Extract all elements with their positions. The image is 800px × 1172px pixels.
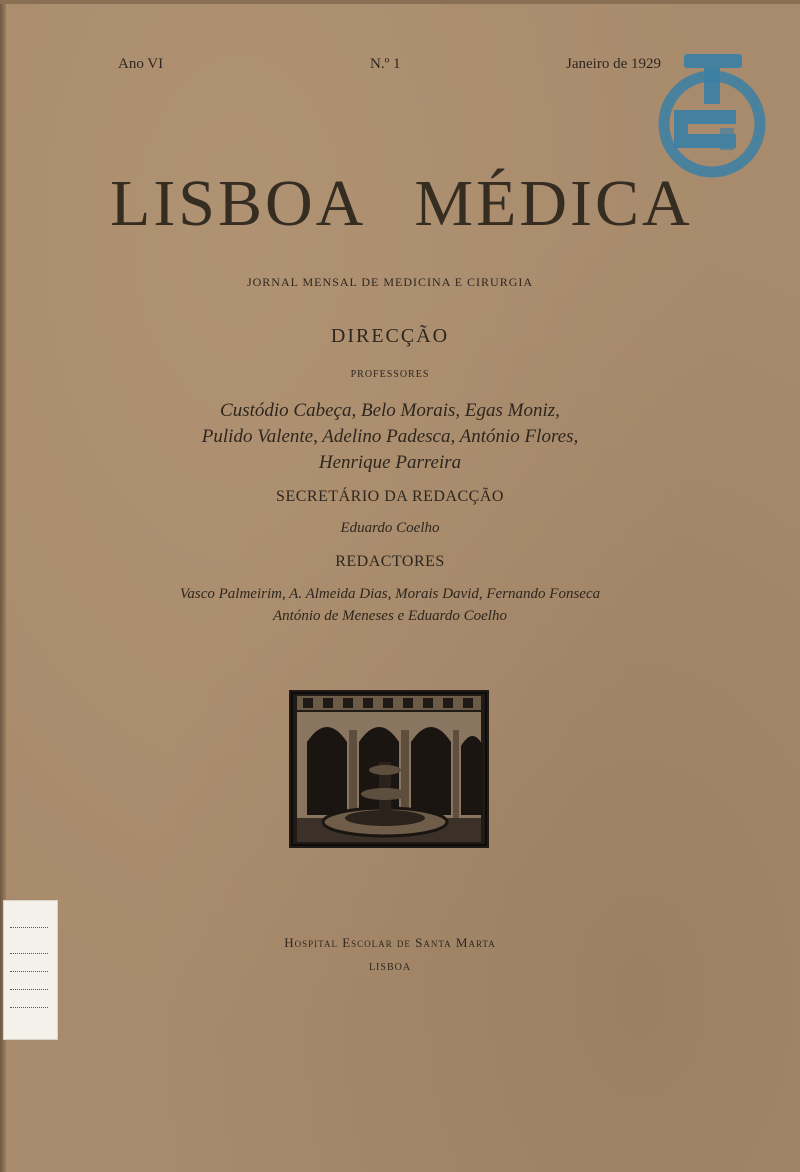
- publisher-city: LISBOA: [368, 962, 412, 973]
- professors-line: Custódio Cabeça, Belo Morais, Egas Moniz,: [220, 400, 560, 421]
- professors-list: [130, 398, 650, 476]
- title-word-lisboa: LISBOA: [110, 167, 367, 240]
- editors-list: [120, 583, 660, 627]
- title-word-medica: MÉDICA: [414, 167, 693, 240]
- journal-title: [110, 164, 693, 244]
- secretary-heading: SECRETÁRIO DA REDACÇÃO: [276, 488, 504, 505]
- editors-line: António de Meneses e Eduardo Coelho: [273, 608, 507, 624]
- editors-heading: REDACTORES: [335, 553, 445, 570]
- issue-number: N.º 1: [370, 56, 401, 72]
- issue-year: Ano VI: [118, 56, 164, 72]
- label-dotted-line: [10, 971, 48, 972]
- direction-heading: DIRECÇÃO: [330, 325, 450, 347]
- label-dotted-line: [10, 927, 48, 928]
- journal-subtitle: JORNAL MENSAL DE MEDICINA E CIRURGIA: [246, 275, 534, 289]
- library-label-sticker: [3, 900, 58, 1040]
- cover-top-edge: [0, 0, 800, 4]
- editors-line: Vasco Palmeirim, A. Almeida Dias, Morais David, Fernando Fonseca: [179, 586, 601, 602]
- professors-line: Henrique Parreira: [318, 452, 462, 473]
- publisher-name: Hospital Escolar de Santa Marta: [284, 935, 496, 950]
- courtyard-woodcut-illustration: [289, 690, 489, 848]
- label-dotted-line: [10, 989, 48, 990]
- professors-subheading: PROFESSORES: [350, 369, 430, 380]
- issue-date: Janeiro de 1929: [566, 56, 661, 72]
- professors-line: Pulido Valente, Adelino Padesca, António Flores,: [201, 426, 579, 447]
- label-dotted-line: [10, 1007, 48, 1008]
- library-stamp-icon: [654, 52, 772, 180]
- issue-header: [118, 52, 663, 76]
- secretary-name: Eduardo Coelho: [340, 520, 440, 536]
- label-dotted-line: [10, 953, 48, 954]
